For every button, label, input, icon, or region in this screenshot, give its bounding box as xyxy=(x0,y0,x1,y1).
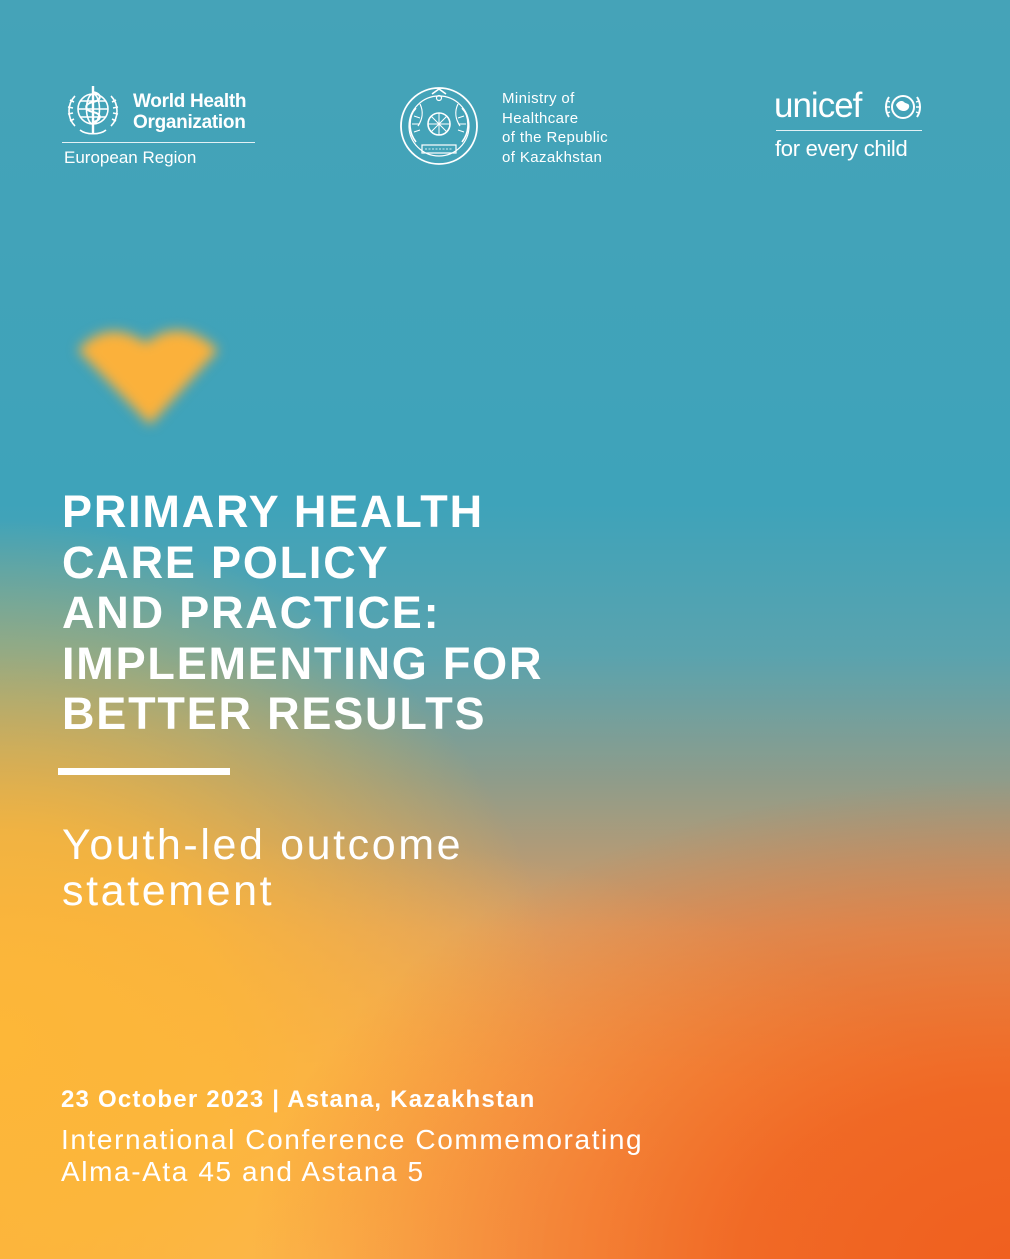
document-title: PRIMARY HEALTH CARE POLICY AND PRACTICE: IMPLEMENTING FOR BETTER RESULTS xyxy=(62,486,544,739)
who-divider xyxy=(62,142,255,143)
unicef-globe-icon xyxy=(883,91,923,123)
kazakhstan-emblem-icon xyxy=(394,86,484,166)
unicef-divider xyxy=(776,130,922,131)
title-divider xyxy=(58,768,230,775)
heart-icon xyxy=(58,305,243,440)
ministry-name: Ministry of Healthcare of the Republic of Kazakhstan xyxy=(502,90,609,166)
who-name: World Health Organization xyxy=(133,91,247,133)
who-emblem-icon xyxy=(58,82,128,140)
unicef-wordmark: unicef xyxy=(774,86,862,125)
who-region: European Region xyxy=(64,148,197,167)
event-date-place: 23 October 2023 | Astana, Kazakhstan xyxy=(61,1086,536,1113)
unicef-tagline: for every child xyxy=(775,136,908,161)
document-subtitle: Youth-led outcome statement xyxy=(62,821,464,915)
event-name: International Conference Commemorating Alma-Ata 45 and Astana 5 xyxy=(61,1124,644,1187)
